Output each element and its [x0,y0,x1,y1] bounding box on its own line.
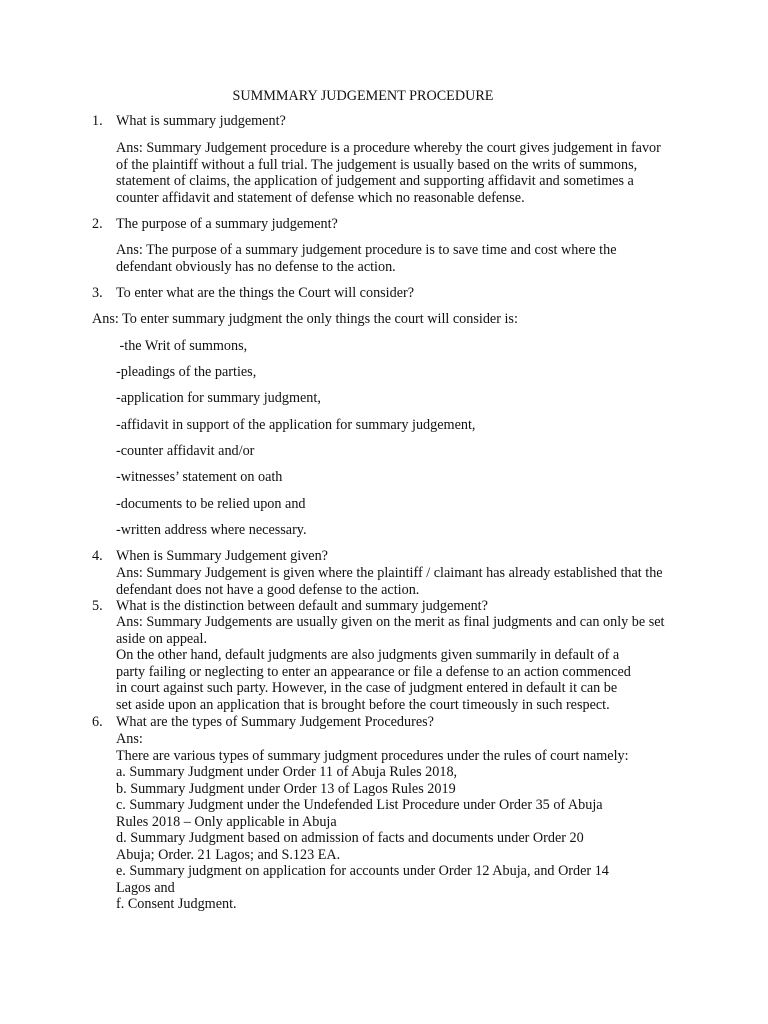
question-number: 5. [92,598,103,614]
question-number: 4. [92,548,103,564]
answer-3-intro: Ans: To enter summary judgment the only things the court will consider is: [92,311,518,327]
document-title: SUMMMARY JUDGEMENT PROCEDURE [232,88,494,104]
answer-line: Ans: Summary Judgement is given where the plaintiff / claimant has already established that the [116,565,663,581]
consideration-item: -affidavit in support of the application for summary judgement, [116,417,476,433]
question-text: What is the distinction between default and summary judgement? [116,598,488,614]
question-1 [92,113,286,130]
answer-line: aside on appeal. [116,630,207,647]
consideration-item: -documents to be relied upon and [116,496,306,512]
question-6 [92,714,434,731]
question-number: 3. [92,285,103,301]
answer-line: Ans: The purpose of a summary judgement procedure is to save time and cost where the [116,242,617,258]
consideration-item: -counter affidavit and/or [116,443,255,459]
question-text: To enter what are the things the Court will consider? [116,285,415,301]
answer-line: There are various types of summary judgment procedures under the rules of court namely: [116,747,629,764]
answer-line: in court against such party. However, in the case of judgment entered in default it can be [116,680,618,696]
question-text: The purpose of a summary judgement? [116,216,338,232]
answer-line: a. Summary Judgment under Order 11 of Abuja Rules 2018, [116,764,458,780]
answer-line: Ans: [116,731,143,747]
answer-1 [116,140,661,206]
question-5 [92,598,488,615]
answer-5 [116,614,664,713]
answer-line: e. Summary judgment on application for accounts under Order 12 Abuja, and Order 14 [116,863,609,879]
question-number: 2. [92,216,103,232]
answer-line: party failing or neglecting to enter an appearance or file a defense to an action commenced [116,663,631,680]
answer-line: Abuja; Order. 21 Lagos; and S.123 EA. [116,846,341,863]
answer-2 [116,242,617,275]
answer-line: b. Summary Judgment under Order 13 of Lagos Rules 2019 [116,780,456,797]
answer-line: Ans: Summary Judgement procedure is a procedure whereby the court gives judgement in favor [116,140,661,156]
answer-line: counter affidavit and statement of defense which no reasonable defense. [116,189,525,206]
answer-line: Rules 2018 – Only applicable in Abuja [116,813,337,830]
answer-line: defendant obviously has no defense to the action. [116,258,396,275]
question-3 [92,285,414,302]
question-4 [92,548,328,565]
question-number: 6. [92,714,103,730]
consideration-item: -application for summary judgment, [116,390,321,406]
consideration-item: -written address where necessary. [116,522,307,538]
answer-6 [116,731,629,913]
consideration-item: -witnesses’ statement on oath [116,469,283,485]
answer-4 [116,565,663,598]
answer-line: On the other hand, default judgments are also judgments given summarily in default of a [116,647,620,663]
answer-line: Ans: Summary Judgements are usually given on the merit as final judgments and can only be set [116,614,665,630]
question-2 [92,216,338,233]
question-number: 1. [92,113,103,129]
answer-line: set aside upon an application that is brought before the court timeously in such respect. [116,696,610,713]
answer-line: statement of claims, the application of judgement and supporting affidavit and sometimes a [116,173,634,189]
answer-line: f. Consent Judgment. [116,896,237,912]
question-text: When is Summary Judgement given? [116,548,328,564]
answer-line: Lagos and [116,879,175,896]
answer-line: of the plaintiff without a full trial. The judgement is usually based on the writs of summons, [116,156,638,173]
consideration-item: -the Writ of summons, [116,338,248,354]
answer-line: defendant does not have a good defense to the action. [116,581,420,598]
question-text: What are the types of Summary Judgement Procedures? [116,714,434,730]
question-text: What is summary judgement? [116,113,286,129]
answer-line: d. Summary Judgment based on admission of facts and documents under Order 20 [116,830,584,846]
consideration-item: -pleadings of the parties, [116,364,257,380]
answer-line: c. Summary Judgment under the Undefended List Procedure under Order 35 of Abuja [116,797,603,813]
